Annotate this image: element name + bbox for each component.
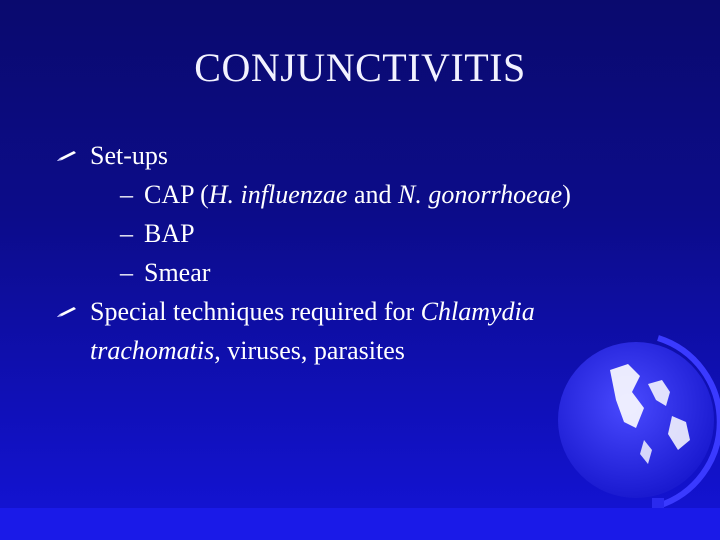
- bullet-continuation: trachomatis, viruses, parasites: [90, 336, 405, 365]
- dash-marker: –: [120, 219, 133, 248]
- sub-item-text: CAP (H. influenzae and N. gonorrhoeae): [144, 180, 571, 209]
- sub-item-smear: [56, 253, 616, 292]
- slide-title: CONJUNCTIVITIS: [194, 45, 526, 90]
- pen-bullet-icon: [56, 149, 78, 163]
- organism-name: trachomatis: [90, 336, 215, 365]
- bullet-label: Set-ups: [90, 141, 168, 170]
- bullet-setups: [56, 136, 616, 175]
- bullet-text: Special techniques required for Chlamydia: [90, 297, 535, 326]
- organism-name: N. gonorrhoeae: [397, 180, 563, 209]
- floor-band: [0, 508, 720, 540]
- pen-bullet-icon: [56, 305, 78, 319]
- bullet-special-techniques: [56, 292, 616, 331]
- sub-item-text: Smear: [144, 258, 211, 287]
- sub-item-bap: [56, 214, 616, 253]
- organism-name: H. influenzae: [208, 180, 348, 209]
- dash-marker: –: [120, 258, 133, 287]
- slide-body: [56, 136, 616, 370]
- sub-item-cap: [56, 175, 616, 214]
- organism-name: Chlamydia: [420, 297, 535, 326]
- dash-marker: –: [120, 180, 133, 209]
- sub-item-text: BAP: [144, 219, 195, 248]
